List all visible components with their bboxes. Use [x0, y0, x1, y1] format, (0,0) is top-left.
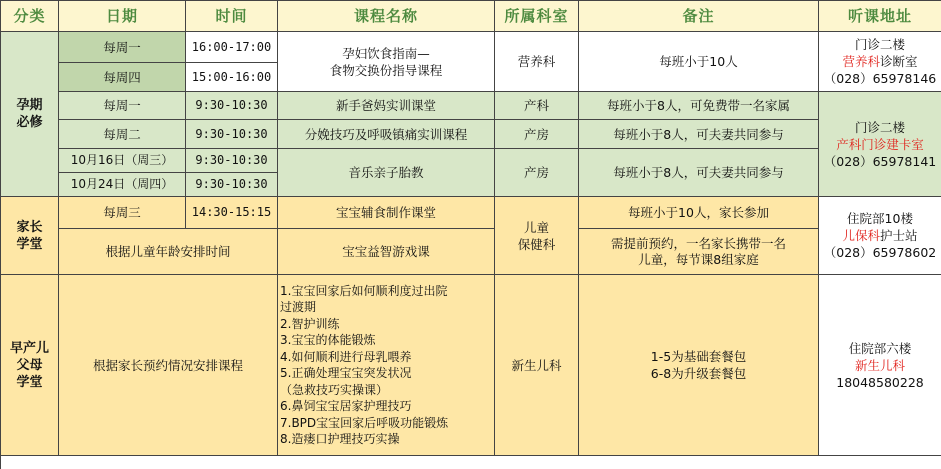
header-address: 听课地址	[819, 1, 941, 32]
time-cell: 16:00-17:00	[186, 32, 278, 63]
address-cell	[819, 32, 941, 92]
address-line: 门诊二楼	[854, 119, 905, 135]
department-cell: 儿童 保健科	[495, 197, 579, 275]
note-cell: 需提前预约，一名家长携带一名 儿童，每节课8组家庭	[579, 229, 819, 275]
address-phone: 18048580228	[836, 374, 924, 390]
department-cell: 产房	[495, 120, 579, 149]
address-room: 诊断室	[880, 54, 918, 69]
address-highlight: 新生儿科	[854, 357, 905, 373]
course-cell: 宝宝辅食制作课堂	[278, 197, 495, 229]
note-cell: 每班小于8人，可夫妻共同参与	[579, 149, 819, 197]
address-phone: （028）65978141	[823, 153, 937, 169]
course-list-item: 7.BPD宝宝回家后呼吸功能锻炼	[280, 415, 449, 430]
address-line: 住院部六楼	[848, 340, 912, 356]
time-cell: 9:30-10:30	[186, 149, 278, 173]
date-cell: 10月24日（周四）	[59, 173, 186, 197]
date-cell: 每周一	[59, 32, 186, 63]
department-cell: 产科	[495, 92, 579, 120]
category-parent: 家长 学堂	[1, 197, 59, 275]
date-cell: 每周四	[59, 63, 186, 92]
date-cell: 10月16日（周三）	[59, 149, 186, 173]
department-cell: 新生儿科	[495, 275, 579, 456]
course-list-item: 5.正确处理宝宝突发状况	[280, 366, 412, 380]
address-highlight: 产科门诊建卡室	[836, 136, 924, 152]
address-line	[842, 227, 917, 244]
address-cell	[819, 197, 941, 275]
header-date: 日期	[59, 1, 186, 32]
address-line: 门诊二楼	[854, 37, 905, 52]
course-list-item: 3.宝宝的体能锻炼	[280, 333, 376, 347]
time-cell: 14:30-15:15	[186, 197, 278, 229]
course-cell: 宝宝益智游戏课	[278, 229, 495, 275]
note-cell: 1-5为基础套餐包 6-8为升级套餐包	[579, 275, 819, 456]
date-cell: 每周一	[59, 92, 186, 120]
address-highlight: 儿保科	[842, 228, 880, 243]
note-cell: 每班小于8人，可夫妻共同参与	[579, 120, 819, 149]
course-list-item: 8.造瘘口护理技巧实操	[280, 432, 400, 446]
course-cell: 音乐亲子胎教	[278, 149, 495, 197]
time-cell: 9:30-10:30	[186, 92, 278, 120]
date-cell: 每周二	[59, 120, 186, 149]
course-list-item: 2.智护训练	[280, 316, 340, 331]
header-course: 课程名称	[278, 1, 495, 32]
course-list-item: 4.如何顺利进行母乳喂养	[280, 349, 412, 364]
date-cell: 每周三	[59, 197, 186, 229]
header-category: 分类	[1, 1, 59, 32]
course-list-item: （急救技巧实操课）	[280, 382, 389, 397]
department-cell: 产房	[495, 149, 579, 197]
course-cell: 孕妇饮食指南— 食物交换份指导课程	[278, 32, 495, 92]
course-list-item: 6.鼻饲宝宝居家护理技巧	[280, 399, 412, 413]
address-room: 护士站	[880, 228, 918, 243]
address-cell	[819, 275, 941, 456]
note-cell: 每班小于8人，可免费带一名家属	[579, 92, 819, 120]
address-line: 住院部10楼	[847, 211, 913, 226]
note-cell: 每班小于10人，家长参加	[579, 197, 819, 229]
time-cell: 9:30-10:30	[186, 173, 278, 197]
course-list-item: 过渡期	[280, 300, 317, 314]
address-highlight: 营养科	[842, 54, 880, 69]
course-list	[278, 275, 495, 456]
header-time: 时间	[186, 1, 278, 32]
category-pregnancy: 孕期 必修	[1, 32, 59, 197]
date-time-cell: 根据家长预约情况安排课程	[59, 275, 278, 456]
time-cell: 9:30-10:30	[186, 120, 278, 149]
department-cell: 营养科	[495, 32, 579, 92]
course-cell: 分娩技巧及呼吸镇痛实训课程	[278, 120, 495, 149]
time-cell: 15:00-16:00	[186, 63, 278, 92]
address-line	[842, 53, 917, 70]
address-phone: （028）65978146	[823, 71, 937, 86]
course-list-item: 1.宝宝回家后如何顺利度过出院	[280, 283, 448, 298]
header-note: 备注	[579, 1, 819, 32]
address-cell	[819, 92, 941, 197]
course-cell: 新手爸妈实训课堂	[278, 92, 495, 120]
category-preemie: 早产儿 父母 学堂	[1, 275, 59, 456]
date-time-cell: 根据儿童年龄安排时间	[59, 229, 278, 275]
note-cell: 每班小于10人	[579, 32, 819, 92]
header-department: 所属科室	[495, 1, 579, 32]
address-phone: （028）65978602	[823, 245, 937, 260]
